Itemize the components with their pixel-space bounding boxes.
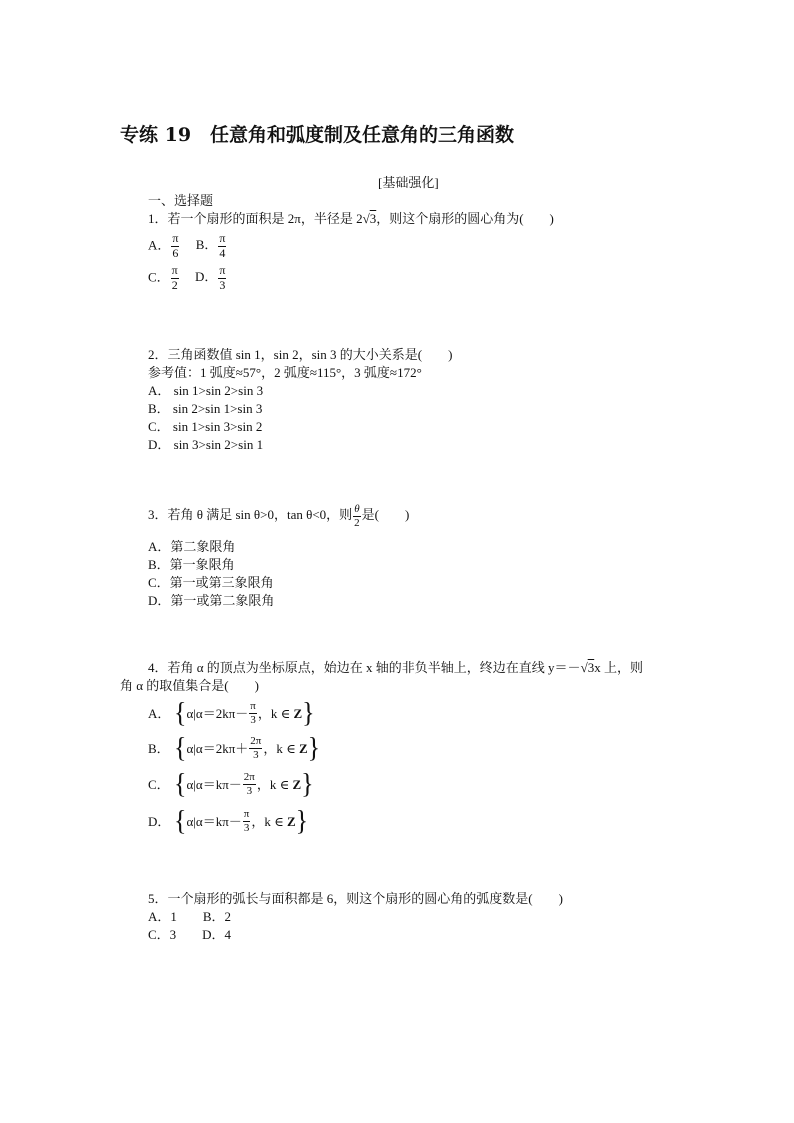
question-2-option-d: D． sin 3>sin 2>sin 1	[148, 437, 264, 452]
question-1-options-row2: C． $\frac{\pi}{2}$ D． $\frac{\pi}{3}$	[148, 263, 226, 292]
question-1-options-row1: A． $\frac{\pi}{6}$ B． $\frac{\pi}{4}$	[148, 231, 226, 260]
sqrt-symbol: √	[580, 660, 588, 675]
section-heading: 一、选择题	[148, 193, 214, 208]
question-5-stem: 5．一个扇形的弧长与面积都是 6，则这个扇形的圆心角的弧度数是( )	[148, 891, 563, 906]
question-3-option-a: A．第二象限角	[148, 539, 236, 554]
question-4-option-b: B． { α|α＝2kπ＋ $\frac{2\pi}{3}$ ，k ∈ Z }	[148, 731, 321, 764]
question-4-option-d: D． { α|α＝kπ－ $\frac{\pi}{3}$ ，k ∈ Z }	[148, 804, 309, 837]
question-5-options-row2: C．3 D．4	[148, 927, 232, 942]
option-a-fraction: $\frac{\pi}{6}$	[172, 231, 179, 260]
question-5-options-row1: A．1 B．2	[148, 909, 232, 924]
question-4-option-c: C． { α|α＝kπ－ $\frac{2\pi}{3}$ ，k ∈ Z }	[148, 767, 314, 800]
option-c-fraction: $\frac{\pi}{2}$	[171, 263, 178, 292]
question-2-reference: 参考值：1 弧度≈57°，2 弧度≈115°，3 弧度≈172°	[148, 365, 422, 380]
sqrt-symbol: √	[362, 211, 370, 226]
theta-half-fraction: $\frac{\theta}{2}$	[354, 503, 360, 529]
question-2-option-b: B． sin 2>sin 1>sin 3	[148, 401, 263, 416]
option-b-fraction: $\frac{\pi}{4}$	[219, 231, 226, 260]
question-2-option-c: C． sin 1>sin 3>sin 2	[148, 419, 263, 434]
section-subtitle: [基础强化]	[378, 175, 439, 190]
question-2-stem: 2．三角函数值 sin 1，sin 2，sin 3 的大小关系是( )	[148, 347, 453, 362]
question-4-option-a: A． { α|α＝2kπ－ $\frac{\pi}{3}$ ，k ∈ Z }	[148, 696, 315, 729]
question-3-option-c: C．第一或第三象限角	[148, 575, 274, 590]
page-title: 专练 19 任意角和弧度制及任意角的三角函数	[120, 124, 515, 146]
question-4-stem-line1: 4．若角 α 的顶点为坐标原点，始边在 x 轴的非负半轴上，终边在直线 y＝－√3x 上，则	[148, 660, 643, 675]
question-3-option-d: D．第一或第二象限角	[148, 593, 275, 608]
question-3-stem: 3．若角 θ 满足 sin θ>0，tan θ<0，则 $\frac{\theta}{2}$ 是( )	[148, 503, 410, 529]
question-1-stem: 1．若一个扇形的面积是 2π，半径是 2√3，则这个扇形的圆心角为( )	[148, 211, 554, 226]
question-2-option-a: A． sin 1>sin 2>sin 3	[148, 383, 264, 398]
option-d-fraction: $\frac{\pi}{3}$	[219, 263, 226, 292]
question-4-stem-line2: 角 α 的取值集合是( )	[120, 678, 259, 693]
question-3-option-b: B．第一象限角	[148, 557, 235, 572]
